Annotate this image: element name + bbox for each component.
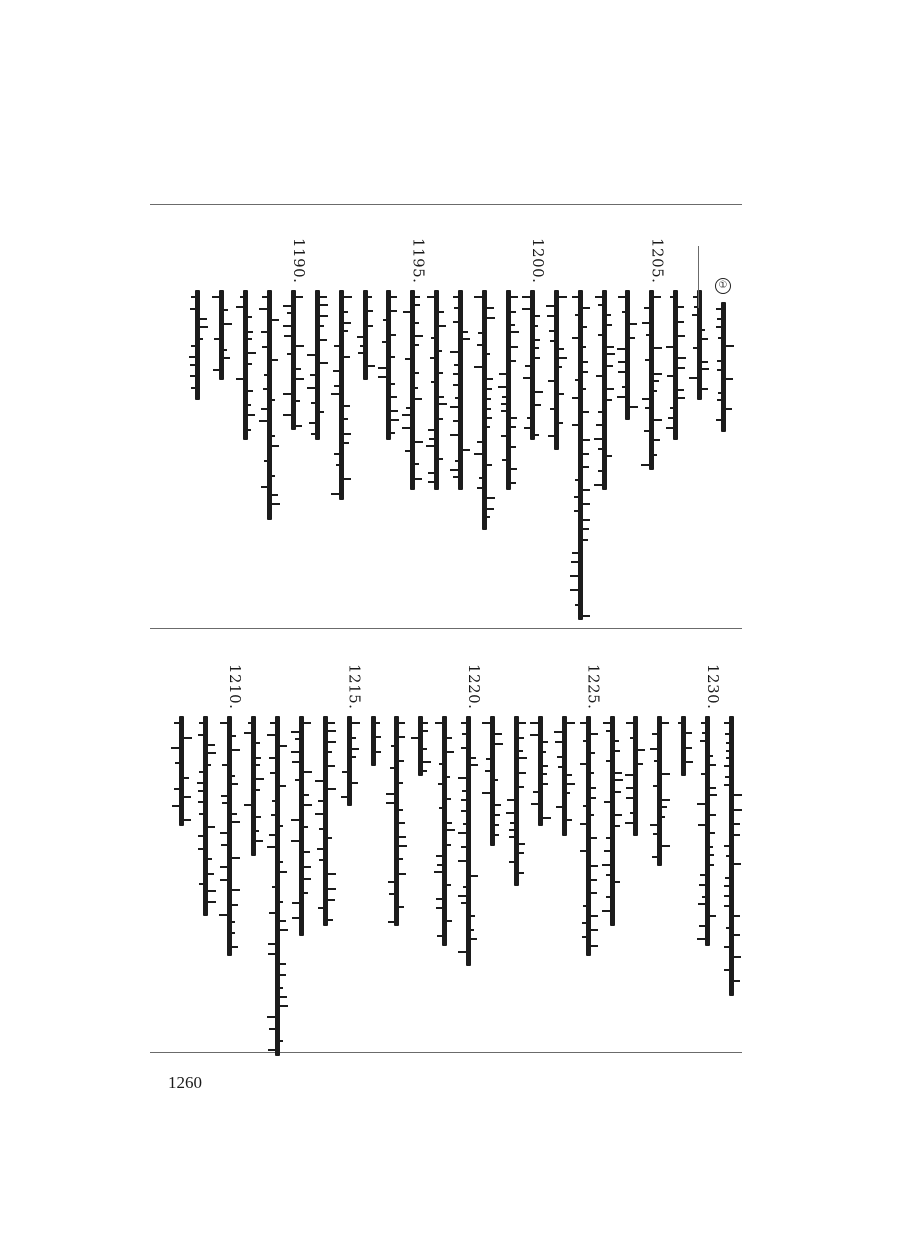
verse-text	[471, 290, 497, 530]
verse-line	[527, 666, 553, 1046]
verse-line	[543, 240, 569, 620]
verse-line	[591, 240, 617, 620]
bottom-rule	[150, 1052, 742, 1053]
verse-line	[312, 666, 338, 1046]
verse-text	[304, 290, 330, 440]
verse-line	[567, 240, 593, 620]
verse-text	[694, 716, 720, 946]
lower-verse-block	[140, 666, 750, 1046]
verse-text	[495, 290, 521, 490]
verse-line	[447, 240, 473, 620]
verse-line	[614, 240, 640, 620]
verse-text	[192, 716, 218, 916]
verse-text	[686, 290, 712, 400]
line-number: 1205.	[648, 238, 667, 284]
verse-text	[447, 290, 473, 490]
line-number: 1215.	[345, 664, 364, 710]
verse-text	[519, 290, 545, 440]
footnote-separator	[698, 246, 699, 308]
verse-line	[622, 666, 648, 1046]
verse-line	[288, 666, 314, 1046]
line-number: 1190.	[289, 238, 308, 284]
verse-text	[527, 716, 553, 826]
verse-text	[479, 716, 505, 846]
top-rule	[150, 204, 742, 205]
verse-text	[168, 716, 194, 826]
verse-line	[336, 666, 362, 1046]
line-number: 1230.	[704, 664, 723, 710]
verse-line	[551, 666, 577, 1046]
verse-line	[423, 240, 449, 620]
footnote-column	[710, 240, 736, 620]
verse-text	[208, 290, 234, 380]
verse-text	[336, 716, 362, 806]
verse-text	[670, 716, 696, 776]
verse-line	[399, 238, 428, 620]
middle-rule	[150, 628, 742, 629]
verse-line	[479, 666, 505, 1046]
verse-text	[280, 290, 306, 430]
verse-line	[232, 240, 258, 620]
verse-text	[256, 290, 282, 520]
verse-text	[431, 716, 457, 946]
verse-text	[591, 290, 617, 490]
verse-line	[304, 240, 330, 620]
verse-text	[638, 290, 664, 470]
line-number: 1210.	[226, 664, 245, 710]
verse-text	[232, 290, 258, 440]
line-number: 1200.	[528, 238, 547, 284]
verse-line	[407, 666, 433, 1046]
verse-line	[328, 240, 354, 620]
verse-line	[256, 240, 282, 620]
verse-text	[575, 716, 601, 956]
verse-text	[184, 290, 210, 400]
verse-line	[670, 666, 696, 1046]
verse-text	[352, 290, 378, 380]
verse-line	[184, 240, 210, 620]
verse-text	[399, 290, 425, 490]
verse-line	[455, 664, 484, 1046]
verse-text	[567, 290, 593, 620]
verse-text	[423, 290, 449, 490]
verse-text	[240, 716, 266, 856]
verse-line	[686, 240, 712, 620]
verse-line	[718, 666, 744, 1046]
verse-text	[383, 716, 409, 926]
verse-text	[599, 716, 625, 926]
verse-text	[312, 716, 338, 926]
verse-line	[646, 666, 672, 1046]
verse-line	[575, 666, 601, 1046]
verse-line	[208, 240, 234, 620]
verse-line	[352, 240, 378, 620]
verse-line	[495, 240, 521, 620]
verse-line	[240, 666, 266, 1046]
verse-text	[503, 716, 529, 886]
verse-text	[288, 716, 314, 936]
verse-text	[264, 716, 290, 1056]
verse-line	[503, 666, 529, 1046]
verse-text	[543, 290, 569, 450]
verse-text	[614, 290, 640, 420]
verse-text	[375, 290, 401, 440]
upper-verse-block	[140, 240, 750, 620]
line-number: 1220.	[465, 664, 484, 710]
verse-text	[407, 716, 433, 776]
page-number: 1260	[168, 1073, 202, 1092]
line-number: 1225.	[584, 664, 603, 710]
verse-line	[375, 240, 401, 620]
verse-line	[599, 666, 625, 1046]
verse-line	[192, 666, 218, 1046]
verse-line	[264, 666, 290, 1046]
verse-text	[718, 716, 744, 996]
verse-text	[710, 302, 736, 432]
verse-line	[519, 240, 545, 620]
verse-text	[622, 716, 648, 836]
verse-text	[360, 716, 386, 766]
verse-line	[280, 240, 306, 620]
verse-text	[328, 290, 354, 500]
verse-line	[216, 664, 245, 1046]
verse-text	[646, 716, 672, 866]
verse-line	[431, 666, 457, 1046]
footnote-marker: ①	[715, 278, 731, 294]
verse-line	[168, 666, 194, 1046]
verse-line	[360, 666, 386, 1046]
line-number: 1195.	[409, 238, 428, 284]
verse-line	[383, 666, 409, 1046]
verse-line	[471, 240, 497, 620]
verse-text	[455, 716, 481, 966]
verse-text	[216, 716, 242, 956]
verse-line	[638, 238, 667, 620]
verse-text	[551, 716, 577, 836]
verse-line	[662, 240, 688, 620]
verse-text	[662, 290, 688, 440]
verse-line	[694, 664, 723, 1046]
